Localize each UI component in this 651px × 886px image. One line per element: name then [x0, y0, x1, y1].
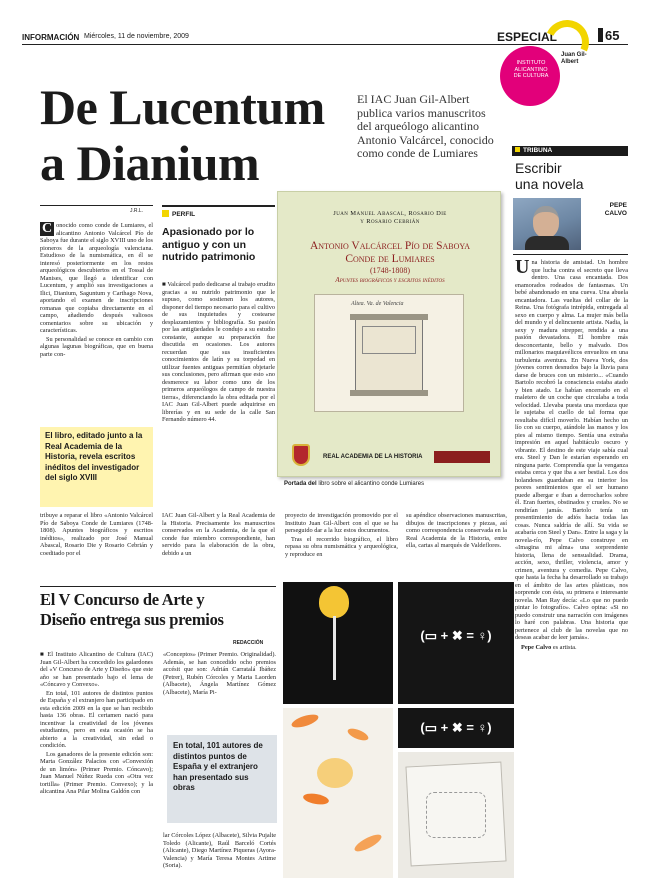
main-col1: C onocido como conde de Lumiares, el alicantino Antonio Valcárcel Pío de Saboya fue durante el siglo XVIII uno de los pioneros de la arqueología valenciana. Estudioso de la numismática, en él se interesó posteriormente en los restos arqueológicos descubiertos en el Tossal de Manises, que llegó a identificar con Lucentum, y amplió sus investigaciones a Ilici, Dianium, Saguntum y Carthago Nova, aportando el examen de inscripciones romanas que copiaba directamente en el campo, añadiendo después valiosos comentarios sobre su ubicación y características. Su personalidad se conoce en cambio con algunas lagunas biográficas, que en buena parte con- — [40, 221, 153, 358]
book-authors: Juan Manuel Abascal, Rosario Die y Rosario Cebrián — [333, 210, 447, 225]
tribuna-headline: Escribir una novela — [515, 160, 584, 192]
tribuna-drop-cap: U — [515, 256, 530, 278]
tribuna-tag: TRIBUNA — [512, 146, 628, 156]
col1-top-rule — [40, 205, 153, 206]
page-number: 65 — [598, 28, 619, 43]
main-pullquote: El libro, editado junto a la Real Academia de la Historia, revela escritos inéditos del investigador del siglo XVIII — [40, 427, 153, 507]
main-bottom-col4: su apéndice observaciones manuscritas, dibujos de inscripciones y piezas, así como correspondencia conservada en la Real Academia de la Historia, entre ella, cartas al marqués de Valdeflores. — [406, 512, 507, 549]
artwork-dark-lemon — [283, 582, 393, 704]
book-crest-icon — [292, 444, 310, 466]
main-bottom-col3: proyecto de investigación promovido por el Instituto Juan Gil-Albert con el que se ha perseguido dar a la luz estos documentos. Tras el recorrido biográfico, el libro repasa su obra numismática y arqueológica, y reproduce en — [285, 512, 398, 558]
book-title: Antonio Valcárcel Pío de Saboya Conde de Lumiares (1748-1808) Apuntes biográficos y escritos inéditos — [309, 240, 471, 284]
concurso-col2-end: lar Córcoles López (Albacete), Silvia Pujalte Toledo (Alicante), Raúl Barceló Cortés (Alicante), Diego Martínez Piqueras (Ayora-Valencia) y María Teresa Montes Artime (Soria). — [163, 832, 276, 869]
iac-badge-name: Juan Gil-Albert — [561, 52, 587, 65]
book-caption: Portada del libro sobre el alicantino conde Lumiares — [284, 481, 425, 487]
concurso-pullquote: En total, 101 autores de distintos puntos de España y el extranjero han presentado sus obras — [167, 735, 277, 823]
book-publisher: REAL ACADEMIA DE LA HISTORIA — [323, 454, 423, 460]
header-rule — [22, 44, 628, 45]
concurso-col1: ■ El Instituto Alicantino de Cultura (IAC) Juan Gil-Albert ha concedido los galardones del «V Concurso de Arte y Diseño» que este año se han presentado bajo el lema de «Cóncavo y Convexo». En total, 101 autores de distintos puntos de España y el extranjero han participado en esta edición 2009 en la que se han recibido hasta 136 obras. El certamen nació para incentivar la creatividad de los jóvenes estudiantes, pero en esta ocasión se ha abierto a la creatividad, sin edad o condición. Los ganadores de la presente edición son: Marta González Palacios con «Convexión de un limón» (Primer Premio. Cóncavo); Juan Manuel Núñez Rueda con «Otra vez tortilla» (Primer Premio. Convexo); y la alicantina Ana Pilar Molina Galdón con — [40, 651, 153, 795]
tribuna-body: Una historia de amistad. Un hombre que lucha contra el secreto que lleva dentro. Una casa encantada. Dos enamorados rodeados de fantasmas. Un bebé abandonado en una cueva. Una abuela encantadora. Las vueltas del collar de la Reina. Una fotógrafa intrépida, entregada al sexo en cuerpo y alma. La mujer más bella del mundo y el delincuente artista. Nadia, la sexy y madura strepper, rendida a una pasión devastadora. El hombre más desconcertante, bello y malvado. Dos millonarios maquiavélicos envueltos en una turbulenta aventura. En Nueva York, dos jóvenes corren desnudos bajo la lluvia para darse de bruces con un misterio... «Cuando Bartolo recobró la consciencia estaba atado y bien atado. Le habían encerrado en el maletero de un coche que circulaba a toda velocidad. Llevaba puesta una mordaza que le sujetaba el cuello de tal forma que resultaba difícil moverlo. Habían hecho un lío con su cuerpo, atándole las manos y los pies al mismo tiempo. Sentía una extraña impresión en aquel habitáculo oscuro y vibrante. El destino de este viaje sabía cual era. Steel y Dan le estarían esperando en ninguna parte. Comprendía que la venganza estaba cerca y que iba a ser bestial. Los dos holandeses guardaban en su interior los peores sentimientos que el ser humano puede albergar e iban a derrocharlos sobre él. Eran fuertes, obstinados y crueles. No se rendirían jamás. Bartolo tenía un presentimiento de adiós hacia todas las cosas. Nunca saldría de allí. Su vida se acabaría con Steel y Dan». Entre la saga y la novela-río, Pepe Calvo construye en «Imagina mi alma» una sorprendente historia, llena de sensualidad. Drama, acción, sexo, thriller, violencia, amor y crimen, aventura y comedia. Pepe Calvo, que hasta la fecha ha desarrollado su trabajo en el ámbito de las artes plásticas, nos sorprende con ésta, su primera e interesante novela. Man Ray decía: «Lo que no puedo pintar lo fotografío». Calvo opina: «Si no puedo construir una narración con imágenes lo haré con palabras. Una historia que pertenece al club de las novelas que no deseas acabar de leer jamás». Pepe Calvo es artista. — [515, 256, 628, 651]
symbol-equation-2: (▭ + ✖ = ♀) — [420, 720, 492, 735]
section-label: INFORMACIÓN — [22, 33, 80, 42]
main-bottom-col2: IAC Juan Gil-Albert y la Real Academia de la Historia. Precisamente los manuscritos conservados en la Academia, de la que el conde fue miembro correspondiente, han servido para la elaboración de la obra, debido a un — [162, 512, 275, 557]
artwork-drawing — [398, 752, 514, 878]
author-face-icon — [533, 206, 559, 238]
drop-cap: C — [42, 221, 53, 236]
symbol-equation-1: (▭ + ✖ = ♀) — [420, 628, 492, 643]
book-manuscript-image: Altea. Va. de Valencia — [314, 294, 464, 412]
iac-badge-text: INSTITUTO ALICANTINO DE CULTURA — [513, 60, 549, 79]
concurso-col2: «Conceptos» (Primer Premio. Originalidad). Además, se han concedido ocho premios accésit que son: Adrián Carratalá Ibáñez (Petrer), Rubén Córcoles y Marta Laorden (Albacete), Ángela Martínez Gómez (Albacete), María Pi- — [163, 651, 276, 696]
peel-icon — [290, 712, 320, 730]
main-deck: El IAC Juan Gil-Albert publica varios manuscritos del arqueólogo alicantino Antonio Valcárcel, conocido como conde de Lumiares — [357, 92, 494, 160]
perfil-bullet-icon: ■ — [162, 281, 168, 288]
concurso-bullet-icon: ■ — [40, 651, 48, 658]
sketch-icon — [426, 792, 486, 838]
concurso-byline: REDACCIÓN — [233, 640, 264, 646]
tribuna-author: PEPE CALVO — [604, 202, 627, 217]
issue-date: Miércoles, 11 de noviembre, 2009 — [84, 33, 189, 40]
concurso-top-rule — [40, 586, 276, 587]
perfil-tag: PERFIL — [162, 210, 195, 218]
artwork-orange-peel — [283, 708, 393, 878]
perfil-marker-icon — [162, 210, 169, 217]
tribuna-rule — [513, 254, 628, 255]
perfil-top-rule — [162, 205, 275, 207]
main-byline: J.R.L. — [130, 208, 144, 214]
concurso-headline: El V Concurso de Arte y Diseño entrega sus premios — [40, 590, 224, 629]
tribuna-marker-icon — [515, 147, 520, 152]
main-headline-line1: De Lucentum — [40, 79, 325, 135]
artwork-symbols-2 — [398, 708, 514, 748]
page-number-box-icon — [598, 28, 603, 42]
artwork-symbols-1 — [398, 582, 514, 704]
main-bottom-col1: tribuye a reparar el libro «Antonio Valcárcel Pío de Saboya Conde de Lumiares (1748-1808). Apuntes biográficos y escritos inéditos», realizado por José Manual Abascal, Rosario Die y Rosario Cebrián y coeditado por el — [40, 512, 153, 557]
author-photo — [513, 198, 581, 250]
monument-drawing-icon — [355, 317, 423, 395]
lemon-icon — [319, 586, 349, 618]
main-headline-line2: a Dianium — [40, 135, 260, 191]
perfil-body: ■ Valcárcel pudo dedicarse al trabajo erudito gracias a su nutrido patrimonio que le supuso, como sostienen los autores, disponer del tiempo necesario para el cultivo de sus inquietudes y costearse desplazamientos y bibliografía. Su pasión por las antigüedades le condujo a su estudio constante, aunque su preparación fue discutida en ocasiones. Los autores recuerdan que sus insuficientes conocimientos de latín y su torpedad en utilizar fuentes antiguas permitían objetarle sus conclusiones, pero afirman que esto «no desmerece su labor como uno de los primeros arqueólogos de campo de nuestra tierra», diferenciando la obra editada por el IAC Juan Gil-Albert puede adquirirse en librerías y en su sede de la calle San Fernando número 44. — [162, 281, 275, 423]
book-iac-logo-icon — [434, 451, 490, 463]
especial-label: ESPECIAL — [497, 30, 558, 44]
book-cover — [277, 191, 501, 477]
perfil-headline: Apasionado por lo antiguo y con un nutrido patrimonio — [162, 226, 256, 263]
